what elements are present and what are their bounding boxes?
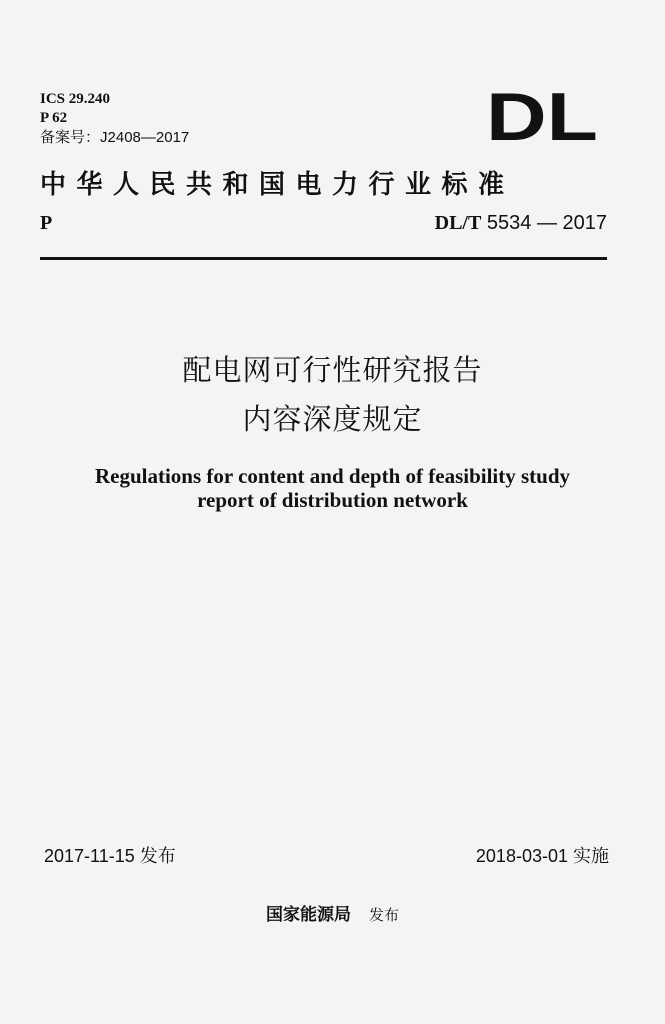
dl-logo-text: DL (486, 88, 598, 142)
implement-date-line (476, 842, 609, 868)
title-chinese-line2: 内容深度规定 (242, 402, 423, 436)
title-english-line2: report of distribution network (197, 488, 468, 512)
implement-date: 2018-03-01 (475, 846, 568, 866)
publisher-action: 发布 (368, 906, 399, 924)
title-english-line1: Regulations for content and depth of feasibility study (94, 464, 571, 488)
issue-date: 2017-11-15 (44, 846, 135, 866)
title-chinese-line1: 配电网可行性研究报告 (182, 353, 483, 387)
implement-label: 实施 (573, 846, 609, 867)
header-meta (40, 90, 189, 147)
publisher-name: 国家能源局 (265, 905, 351, 925)
classification-code: P 62 (40, 110, 68, 126)
issue-date-line (44, 842, 176, 868)
standard-code-prefix: DL/T (434, 212, 482, 234)
standard-number (435, 212, 607, 235)
publisher-line (0, 900, 665, 925)
industry-standard-title: 中华人民共和国电力行业标准 (40, 170, 515, 200)
standard-code-number: 5534 — 2017 (486, 212, 607, 234)
standard-category: P (40, 212, 53, 234)
header-divider (40, 257, 607, 260)
ics-code: ICS 29.240 (40, 91, 111, 107)
record-number-line (40, 128, 189, 147)
issue-label: 发布 (139, 846, 176, 867)
dl-logo (486, 88, 598, 142)
record-number: J2408—2017 (100, 129, 190, 146)
record-label: 备案号： (40, 129, 101, 146)
